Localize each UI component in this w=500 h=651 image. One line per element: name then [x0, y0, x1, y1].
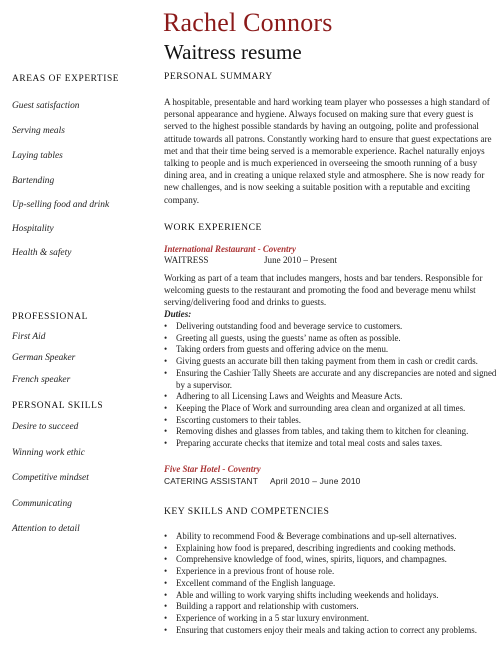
professional-heading: PROFESSIONAL	[12, 312, 88, 322]
duty-item: • Delivering outstanding food and beverage service to customers.	[164, 321, 498, 333]
expertise-item: Health & safety	[12, 248, 72, 258]
job2-dates: April 2010 – June 2010	[270, 476, 361, 486]
skill-item: • Comprehensive knowledge of food, wines, spirits, liquors, and champagnes.	[164, 554, 498, 566]
work-experience-heading: WORK EXPERIENCE	[164, 222, 262, 233]
expertise-item: Serving meals	[12, 126, 65, 136]
skill-item: • Experience of working in a 5 star luxury environment.	[164, 613, 498, 625]
duties-label: Duties:	[164, 309, 192, 319]
job1-description: Working as part of a team that includes mangers, hosts and bar tenders. Responsible for welcoming guests to the restaurant and promoting the food and beverage menu whilst serving/delivering food and drinks to guests.	[164, 273, 483, 308]
skill-item: • Explaining how food is prepared, describing ingredients and cooking methods.	[164, 543, 498, 555]
personal-skills-heading: PERSONAL SKILLS	[12, 401, 104, 411]
key-skills-heading: KEY SKILLS AND COMPETENCIES	[164, 506, 330, 517]
duty-item: • Preparing accurate checks that itemize and total meal costs and sales taxes.	[164, 438, 498, 450]
job1-role-line	[164, 255, 337, 265]
skill-item: • Building a rapport and relationship with customers.	[164, 601, 498, 613]
duty-item: • Giving guests an accurate bill then taking payment from them in cash or credit cards.	[164, 356, 498, 368]
job1-employer: International Restaurant - Coventry	[164, 244, 296, 254]
duty-item: • Taking orders from guests and offering advice on the menu.	[164, 344, 498, 356]
expertise-item: Guest satisfaction	[12, 101, 80, 111]
professional-item: French speaker	[12, 375, 71, 385]
job2-role: CATERING ASSISTANT	[164, 476, 259, 486]
skill-item: • Ensuring that customers enjoy their meals and taking action to correct any problems.	[164, 625, 498, 637]
professional-item: First Aid	[12, 332, 46, 342]
skill-item: • Able and willing to work varying shifts including weekends and holidays.	[164, 590, 498, 602]
personal-skill-item: Competitive mindset	[12, 473, 89, 483]
job1-dates: June 2010 – Present	[264, 255, 337, 265]
expertise-item: Bartending	[12, 176, 55, 186]
skill-item: • Ability to recommend Food & Beverage combinations and up-sell alternatives.	[164, 531, 498, 543]
duty-item: • Escorting customers to their tables.	[164, 415, 498, 427]
expertise-item: Up-selling food and drink	[12, 200, 110, 210]
candidate-name: Rachel Connors	[163, 8, 333, 37]
summary-heading: PERSONAL SUMMARY	[164, 71, 273, 82]
skill-item: • Excellent command of the English language.	[164, 578, 498, 590]
professional-item: German Speaker	[12, 353, 76, 363]
job1-role: WAITRESS	[164, 255, 209, 265]
duty-item: • Removing dishes and glasses from tables, and taking them to kitchen for cleaning.	[164, 426, 498, 438]
duty-item: • Adhering to all Licensing Laws and Weights and Measure Acts.	[164, 391, 498, 403]
duties-list	[164, 321, 498, 450]
skills-list	[164, 531, 498, 636]
duty-item: • Greeting all guests, using the guests’ name as often as possible.	[164, 333, 498, 345]
expertise-item: Hospitality	[12, 224, 54, 234]
expertise-heading: AREAS OF EXPERTISE	[12, 74, 120, 84]
summary-text: A hospitable, presentable and hard working team player who possesses a high standard of personal appearance and hygiene. Always focused on making sure that every guest is served to the highest possible standards by having an outgoing, polite and professional attitude towards all patrons. Constantly working hard to ensure that guest expectations are met and that their time being served is a memorable experience. Rachel naturally enjoys talking to people and is much experienced in overseeing the smooth running of a busy dining area, and in creating a unique relaxed style and atmosphere. She is now ready for new challenges, and is now seeking a suitable position with a reputable and exciting company.	[164, 97, 492, 205]
personal-skill-item: Communicating	[12, 499, 72, 509]
job2-employer: Five Star Hotel - Coventry	[164, 464, 261, 474]
duty-item: • Ensuring the Cashier Tally Sheets are accurate and any discrepancies are noted and signed by a supervisor.	[164, 368, 498, 391]
resume-title: Waitress resume	[164, 40, 302, 64]
personal-skill-item: Attention to detail	[12, 524, 80, 534]
duty-item: • Keeping the Place of Work and surrounding area clean and organized at all times.	[164, 403, 498, 415]
job2-role-line	[164, 476, 361, 486]
personal-skill-item: Winning work ethic	[12, 448, 85, 458]
personal-skill-item: Desire to succeed	[12, 422, 79, 432]
skill-item: • Experience in a previous front of house role.	[164, 566, 498, 578]
expertise-item: Laying tables	[12, 151, 63, 161]
